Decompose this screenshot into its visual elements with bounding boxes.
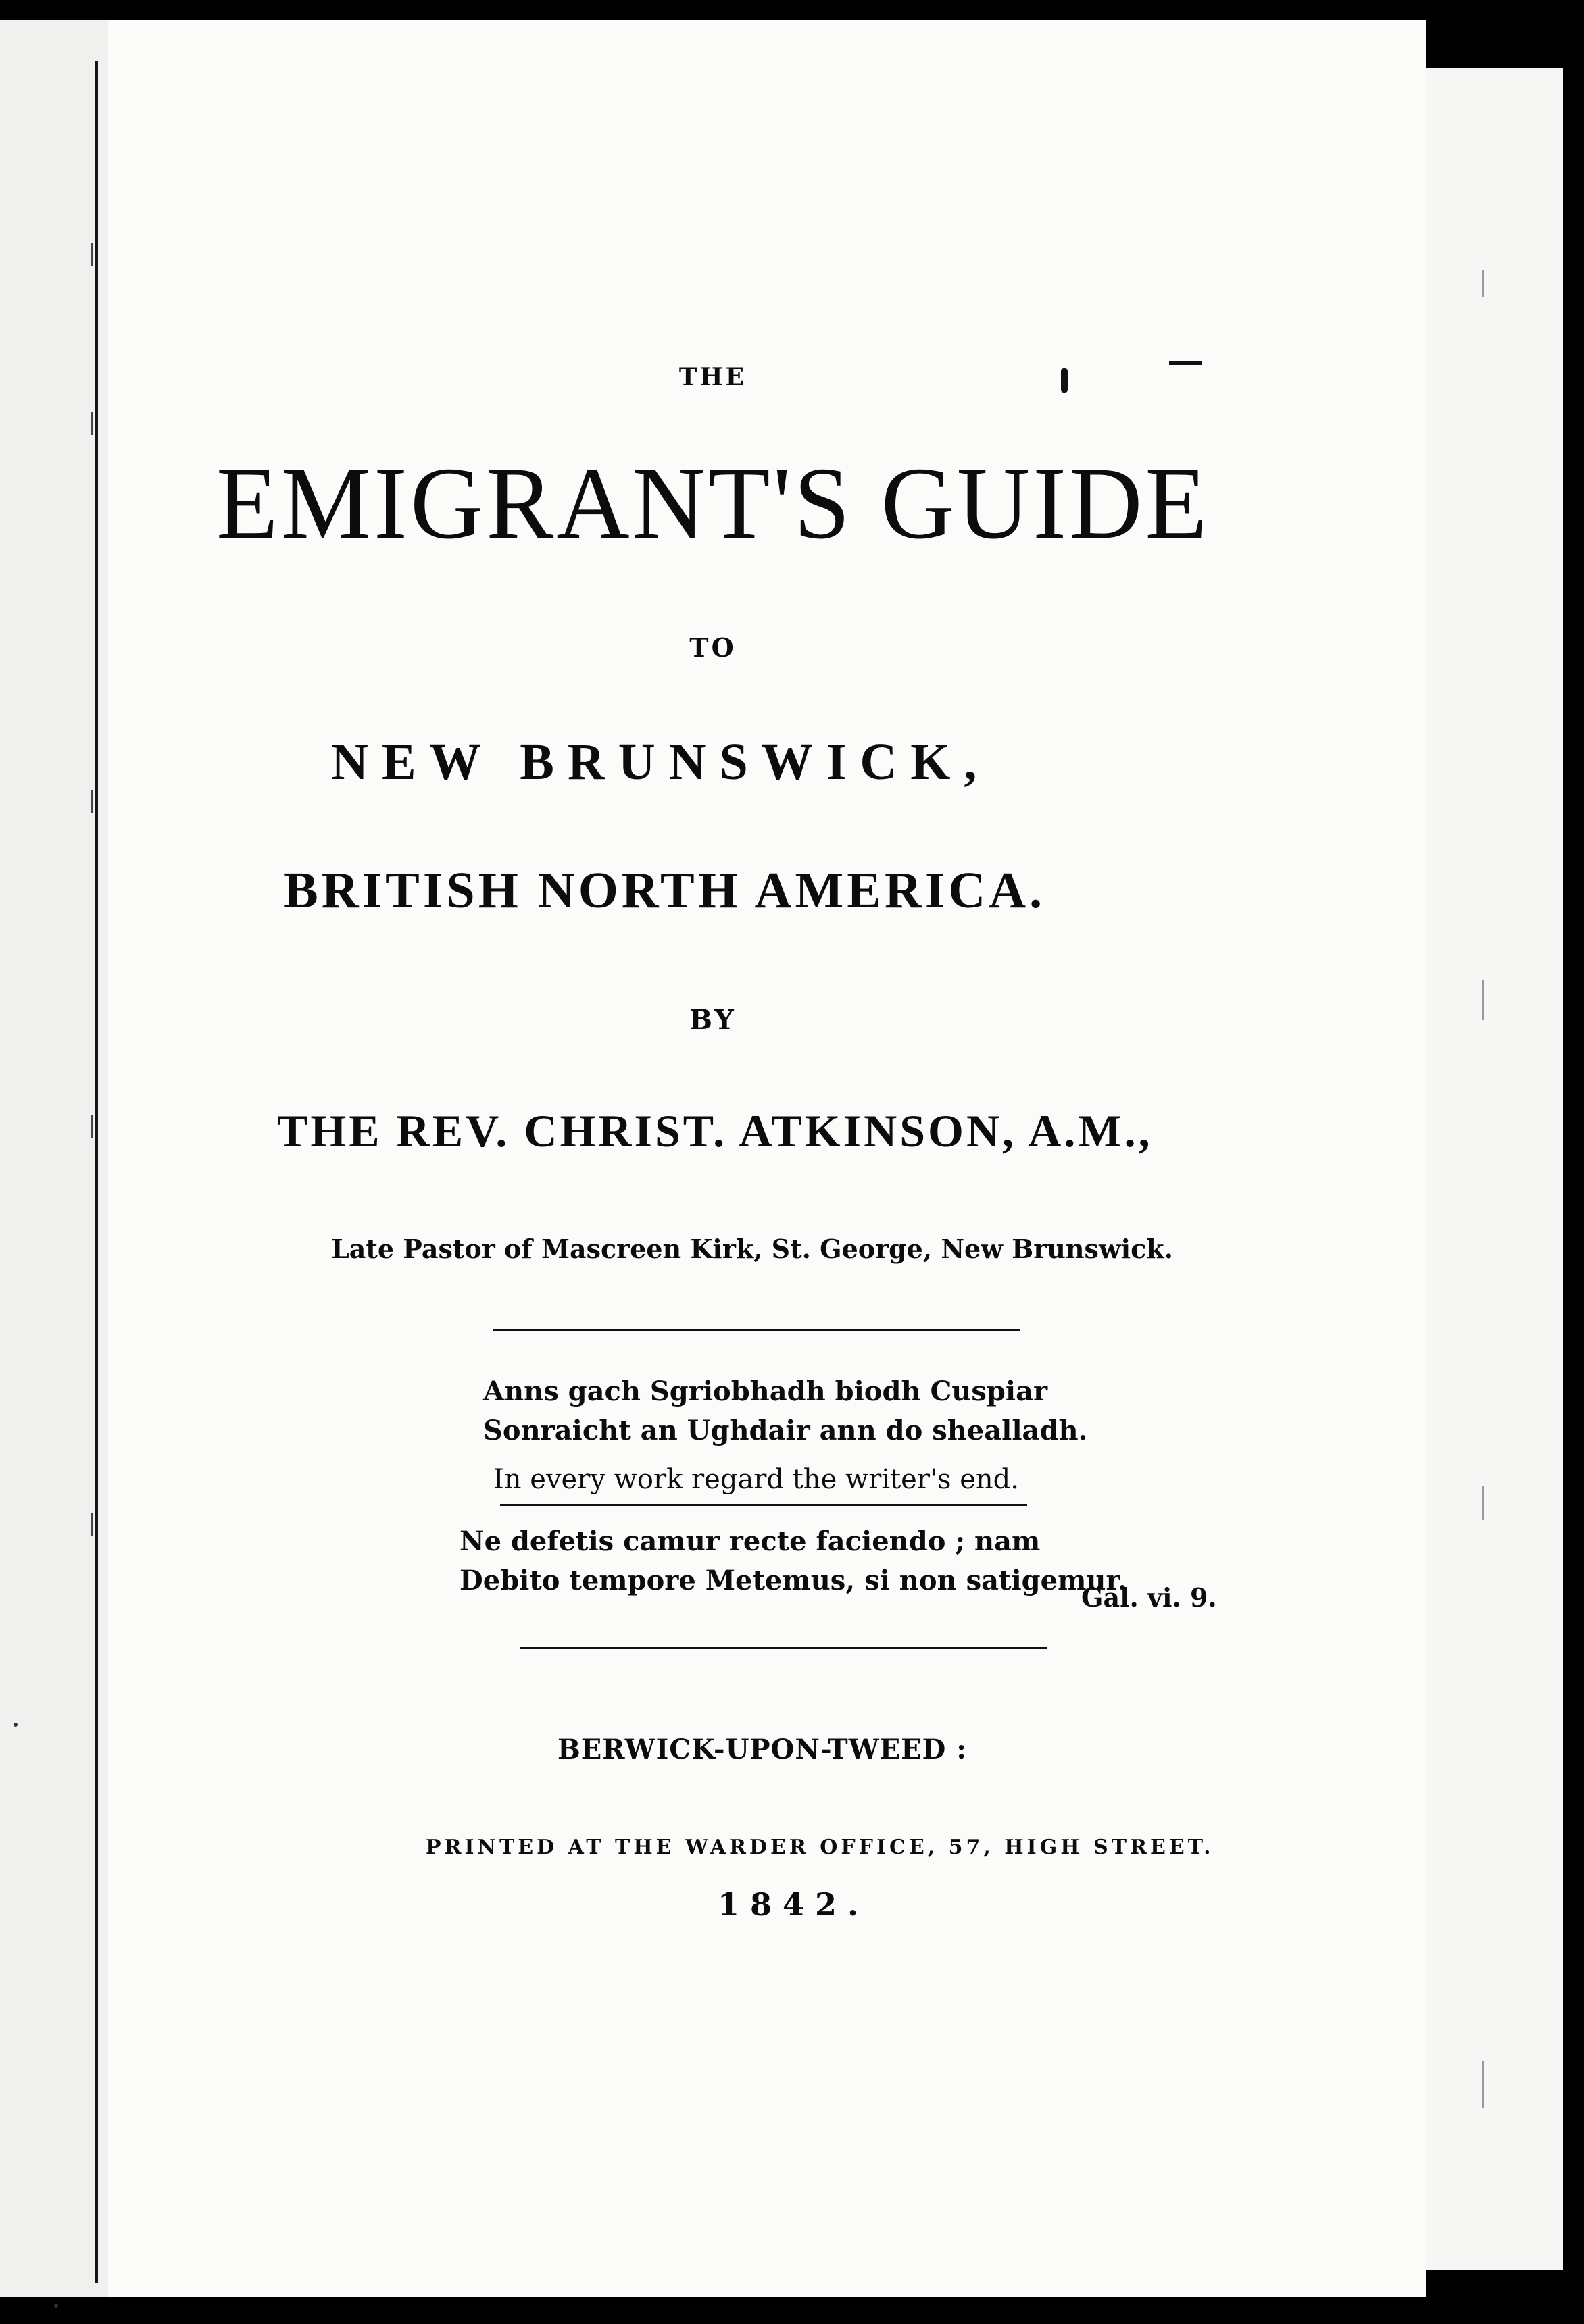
title-page xyxy=(0,20,1426,2297)
epigraph-latin-line-1: Ne defetis camur recte faciendo ; nam xyxy=(460,1525,1041,1557)
binding-margin xyxy=(0,20,108,2297)
place-line-2: BRITISH NORTH AMERICA. xyxy=(284,862,1046,919)
page-edge-mark xyxy=(1482,980,1484,1020)
margin-speck xyxy=(14,1723,18,1727)
page-edge-mark xyxy=(1482,1486,1484,1520)
title-to: TO xyxy=(689,632,737,663)
gutter-tick xyxy=(91,412,93,435)
epigraph-latin-line-2: Debito tempore Metemus, si non satigemur. xyxy=(460,1565,1127,1596)
gutter-tick xyxy=(91,790,93,813)
divider-rule xyxy=(493,1329,1020,1331)
divider-rule xyxy=(520,1647,1047,1649)
page-edge-mark xyxy=(1482,270,1484,297)
author-name: THE REV. CHRIST. ATKINSON, A.M., xyxy=(277,1105,1153,1157)
epigraph-gaelic-line-1: Anns gach Sgriobhadh biodh Cuspiar xyxy=(483,1375,1048,1407)
gutter-tick xyxy=(91,1513,93,1536)
title-by: BY xyxy=(689,1004,737,1036)
author-position: Late Pastor of Mascreen Kirk, St. George, New Brunswick. xyxy=(331,1234,1173,1264)
gutter-line xyxy=(95,61,98,2283)
publication-year: 1842. xyxy=(718,1886,870,1923)
title-the: THE xyxy=(678,363,747,391)
printer-line: PRINTED AT THE WARDER OFFICE, 57, HIGH STREET. xyxy=(426,1836,1214,1859)
gutter-tick xyxy=(91,243,93,266)
epigraph-citation: Gal. vi. 9. xyxy=(1081,1582,1217,1613)
main-title: EMIGRANT'S GUIDE xyxy=(216,446,1210,561)
gutter-tick xyxy=(91,1115,93,1138)
page-edge-mark xyxy=(1482,2061,1484,2108)
divider-rule xyxy=(500,1504,1027,1506)
place-line-1: NEW BRUNSWICK, xyxy=(331,734,991,790)
place-of-publication: BERWICK-UPON-TWEED : xyxy=(558,1734,967,1765)
epigraph-gaelic-line-2: Sonraicht an Ughdair ann do shealladh. xyxy=(483,1415,1088,1446)
epigraph-english: In every work regard the writer's end. xyxy=(493,1464,1019,1495)
margin-speck xyxy=(54,2304,58,2308)
